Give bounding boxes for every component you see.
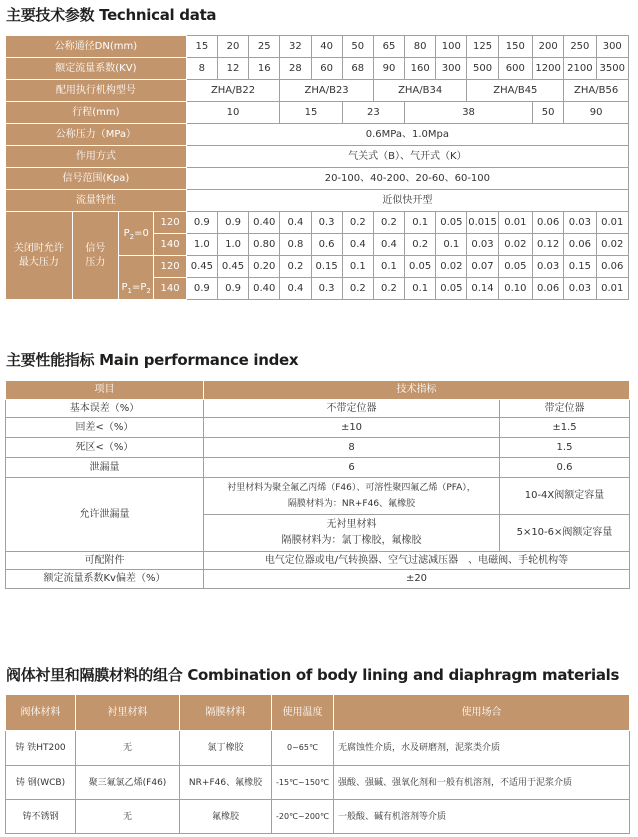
combination-table <box>5 694 630 834</box>
performance-table <box>5 380 630 589</box>
perf-value: 6 <box>204 458 500 478</box>
header-index: 技术指标 <box>204 381 630 400</box>
lining-material: 无 <box>76 731 180 766</box>
pressure-cell: 0.40 <box>249 278 280 300</box>
body-material: 铸 铁HT200 <box>6 731 76 766</box>
pressure-cell: 0.80 <box>249 234 280 256</box>
diaphragm-material: 氟橡胶 <box>180 800 272 834</box>
temperature: 0~65℃ <box>272 731 334 766</box>
signal-row <box>6 168 629 190</box>
pressure-cell: 0.05 <box>436 212 467 234</box>
pressure-cell: 0.45 <box>217 256 248 278</box>
application: 无腐蚀性介质，水及研磨剂，泥浆类介质 <box>334 731 630 766</box>
pressure-cell: 0.02 <box>596 234 629 256</box>
kv-cell: 3500 <box>596 58 629 80</box>
pressure-cell: 0.9 <box>186 278 217 300</box>
section-title-technical: 主要技术参数 Technical data <box>6 6 217 24</box>
pressure-value: 0.6MPa、1.0Mpa <box>186 124 628 146</box>
technical-data-table <box>5 35 629 300</box>
pressure-cell: 0.2 <box>342 212 373 234</box>
pressure-cell: 0.2 <box>373 278 404 300</box>
perf-value <box>204 515 500 552</box>
kv-cell: 28 <box>280 58 311 80</box>
kv-label: 额定流量系数(KV) <box>6 58 187 80</box>
perf-label: 死区<（%） <box>6 438 204 458</box>
dn-cell: 200 <box>533 36 564 58</box>
comb-row <box>6 766 630 800</box>
pressure-cell: 0.10 <box>498 278 532 300</box>
flow-row <box>6 190 629 212</box>
pressure-cell: 0.40 <box>249 212 280 234</box>
dn-cell: 20 <box>217 36 248 58</box>
perf-value: 1.5 <box>500 438 630 458</box>
pressure-cell: 1.0 <box>217 234 248 256</box>
dn-cell: 300 <box>596 36 629 58</box>
pressure-cell: 0.03 <box>467 234 498 256</box>
pressure-cell: 0.05 <box>436 278 467 300</box>
perf-value: ±1.5 <box>500 418 630 438</box>
kv-cell: 90 <box>373 58 404 80</box>
p1-equals-p2-label: $P_1=P_2$ <box>118 256 154 300</box>
stroke-row <box>6 102 629 124</box>
perf-value: 0.6 <box>500 458 630 478</box>
perf-row <box>6 438 630 458</box>
pressure-cell: 0.45 <box>186 256 217 278</box>
pressure-cell: 0.06 <box>564 234 596 256</box>
pressure-cell: 0.05 <box>498 256 532 278</box>
pressure-cell: 0.2 <box>342 278 373 300</box>
pressure-cell: 0.9 <box>217 212 248 234</box>
action-label: 作用方式 <box>6 146 187 168</box>
pressure-cell: 0.2 <box>280 256 311 278</box>
body-material: 铸不锈钢 <box>6 800 76 834</box>
kv-row <box>6 58 629 80</box>
dn-cell: 50 <box>342 36 373 58</box>
lining-material: 无 <box>76 800 180 834</box>
dn-cell: 65 <box>373 36 404 58</box>
kv-cell: 60 <box>311 58 342 80</box>
actuator-cell: ZHA/B56 <box>564 80 629 102</box>
perf-value: 10-4X阀额定容量 <box>500 478 630 515</box>
dn-cell: 25 <box>249 36 280 58</box>
actuator-cell: ZHA/B34 <box>373 80 467 102</box>
flow-label: 流量特性 <box>6 190 187 212</box>
unlined-line-1: 无衬里材料 <box>326 519 377 530</box>
dn-cell: 125 <box>467 36 498 58</box>
lining-material: 聚三氟氯乙烯(F46) <box>76 766 180 800</box>
temperature: -15℃~150℃ <box>272 766 334 800</box>
header-application: 使用场合 <box>334 695 630 731</box>
pressure-cell: 0.01 <box>498 212 532 234</box>
pressure-cell: 0.8 <box>280 234 311 256</box>
stroke-cell: 90 <box>564 102 629 124</box>
header-diaphragm-material: 隔膜材料 <box>180 695 272 731</box>
max-pressure-label: 关闭时允许最大压力 <box>6 212 73 300</box>
dn-cell: 32 <box>280 36 311 58</box>
p2-zero-label: $P_2=0$ <box>118 212 154 256</box>
pressure-cell: 0.12 <box>533 234 564 256</box>
perf-row <box>6 570 630 589</box>
pressure-cell: 0.20 <box>249 256 280 278</box>
perf-row <box>6 478 630 515</box>
dn-cell: 250 <box>564 36 596 58</box>
dn-cell: 80 <box>405 36 436 58</box>
pressure-cell: 0.06 <box>533 212 564 234</box>
application: 一般酸、碱有机溶剂等介质 <box>334 800 630 834</box>
perf-label: 泄漏量 <box>6 458 204 478</box>
pressure-cell: 0.03 <box>564 212 596 234</box>
stroke-cell: 23 <box>342 102 404 124</box>
pressure-cell: 0.03 <box>564 278 596 300</box>
lined-line-1: 衬里材料为聚全氟乙丙烯（F46）、可溶性聚四氟乙烯（PFA）， <box>227 483 476 493</box>
header-body-material: 阀体材料 <box>6 695 76 731</box>
pressure-cell: 0.14 <box>467 278 498 300</box>
pressure-cell: 0.01 <box>596 212 629 234</box>
pressure-cell: 0.02 <box>498 234 532 256</box>
pressure-row <box>6 124 629 146</box>
actuator-cell: ZHA/B23 <box>280 80 374 102</box>
pressure-cell: 0.03 <box>533 256 564 278</box>
signal-value-cell: 140 <box>154 234 186 256</box>
kv-cell: 8 <box>186 58 217 80</box>
perf-value: ±10 <box>204 418 500 438</box>
pressure-cell: 0.2 <box>373 212 404 234</box>
perf-row <box>6 418 630 438</box>
section-title-combination: 阀体衬里和隔膜材料的组合 Combination of body lining and diaphragm materials <box>6 666 620 684</box>
pressure-cell: 0.01 <box>596 278 629 300</box>
perf-row <box>6 552 630 570</box>
header-temperature: 使用温度 <box>272 695 334 731</box>
dn-cell: 15 <box>186 36 217 58</box>
section-title-performance: 主要性能指标 Main performance index <box>6 351 299 369</box>
pressure-cell: 0.3 <box>311 212 342 234</box>
perf-value: 带定位器 <box>500 400 630 418</box>
diaphragm-material: NR+F46、氟橡胶 <box>180 766 272 800</box>
actuator-row <box>6 80 629 102</box>
perf-value: 5×10-6×阀额定容量 <box>500 515 630 552</box>
signal-value: 20-100、40-200、20-60、60-100 <box>186 168 628 190</box>
perf-value <box>204 478 500 515</box>
stroke-cell: 10 <box>186 102 280 124</box>
perf-label: 回差<（%） <box>6 418 204 438</box>
pressure-cell: 0.9 <box>217 278 248 300</box>
body-material: 铸 钢(WCB) <box>6 766 76 800</box>
flow-value: 近似快开型 <box>186 190 628 212</box>
perf-value: ±20 <box>204 570 630 589</box>
stroke-cell: 38 <box>405 102 533 124</box>
pressure-cell: 0.1 <box>405 212 436 234</box>
pressure-cell: 0.15 <box>311 256 342 278</box>
unlined-line-2: 隔膜材料为：氯丁橡胶，氟橡胶 <box>281 535 422 546</box>
perf-label: 允许泄漏量 <box>6 478 204 552</box>
perf-label: 额定流量系数Kv偏差（%） <box>6 570 204 589</box>
kv-cell: 500 <box>467 58 498 80</box>
dn-cell: 150 <box>498 36 532 58</box>
pressure-cell: 0.4 <box>342 234 373 256</box>
signal-value-cell: 120 <box>154 212 186 234</box>
header-lining-material: 衬里材料 <box>76 695 180 731</box>
comb-row <box>6 800 630 834</box>
action-value: 气关式（B）、气开式（K） <box>186 146 628 168</box>
pressure-cell: 0.4 <box>280 278 311 300</box>
kv-cell: 12 <box>217 58 248 80</box>
pressure-cell: 0.1 <box>405 278 436 300</box>
perf-label: 可配附件 <box>6 552 204 570</box>
actuator-label: 配用执行机构型号 <box>6 80 187 102</box>
dn-label: 公称通径DN(mm) <box>6 36 187 58</box>
signal-label: 信号范围(Kpa) <box>6 168 187 190</box>
kv-cell: 1200 <box>533 58 564 80</box>
perf-row <box>6 458 630 478</box>
signal-pressure-label: 信号压力 <box>72 212 118 300</box>
dn-cell: 100 <box>436 36 467 58</box>
kv-cell: 600 <box>498 58 532 80</box>
header-item: 项目 <box>6 381 204 400</box>
actuator-cell: ZHA/B45 <box>467 80 564 102</box>
pressure-cell: 0.05 <box>405 256 436 278</box>
pressure-cell: 0.2 <box>405 234 436 256</box>
perf-value: 不带定位器 <box>204 400 500 418</box>
stroke-label: 行程(mm) <box>6 102 187 124</box>
stroke-cell: 50 <box>533 102 564 124</box>
pressure-cell: 0.06 <box>596 256 629 278</box>
perf-label: 基本误差（%） <box>6 400 204 418</box>
dn-cell: 40 <box>311 36 342 58</box>
lined-line-2: 隔膜材料为：NR+F46、氟橡胶 <box>287 499 416 509</box>
dn-row <box>6 36 629 58</box>
signal-value-cell: 120 <box>154 256 186 278</box>
pressure-cell: 0.9 <box>186 212 217 234</box>
pressure-cell: 0.4 <box>373 234 404 256</box>
signal-value-cell: 140 <box>154 278 186 300</box>
perf-header-row <box>6 381 630 400</box>
pressure-cell: 0.06 <box>533 278 564 300</box>
kv-cell: 68 <box>342 58 373 80</box>
pressure-cell: 0.02 <box>436 256 467 278</box>
kv-cell: 2100 <box>564 58 596 80</box>
pressure-cell: 0.07 <box>467 256 498 278</box>
stroke-cell: 15 <box>280 102 342 124</box>
comb-row <box>6 731 630 766</box>
application: 强酸、强碱、强氧化剂和一般有机溶剂，不适用于泥浆介质 <box>334 766 630 800</box>
pressure-cell: 0.1 <box>436 234 467 256</box>
pressure-cell: 1.0 <box>186 234 217 256</box>
diaphragm-material: 氯丁橡胶 <box>180 731 272 766</box>
comb-header-row <box>6 695 630 731</box>
temperature: -20℃~200℃ <box>272 800 334 834</box>
pressure-cell: 0.1 <box>373 256 404 278</box>
pressure-cell: 0.3 <box>311 278 342 300</box>
kv-cell: 160 <box>405 58 436 80</box>
perf-row <box>6 400 630 418</box>
pressure-label: 公称压力（MPa） <box>6 124 187 146</box>
perf-value: 8 <box>204 438 500 458</box>
max-pressure-row <box>6 212 629 234</box>
kv-cell: 16 <box>249 58 280 80</box>
actuator-cell: ZHA/B22 <box>186 80 280 102</box>
kv-cell: 300 <box>436 58 467 80</box>
pressure-cell: 0.1 <box>342 256 373 278</box>
perf-value: 电气定位器或电/气转换器、空气过滤减压器 、电磁阀、手轮机构等 <box>204 552 630 570</box>
action-row <box>6 146 629 168</box>
pressure-cell: 0.15 <box>564 256 596 278</box>
pressure-cell: 0.4 <box>280 212 311 234</box>
pressure-cell: 0.6 <box>311 234 342 256</box>
pressure-cell: 0.015 <box>467 212 498 234</box>
